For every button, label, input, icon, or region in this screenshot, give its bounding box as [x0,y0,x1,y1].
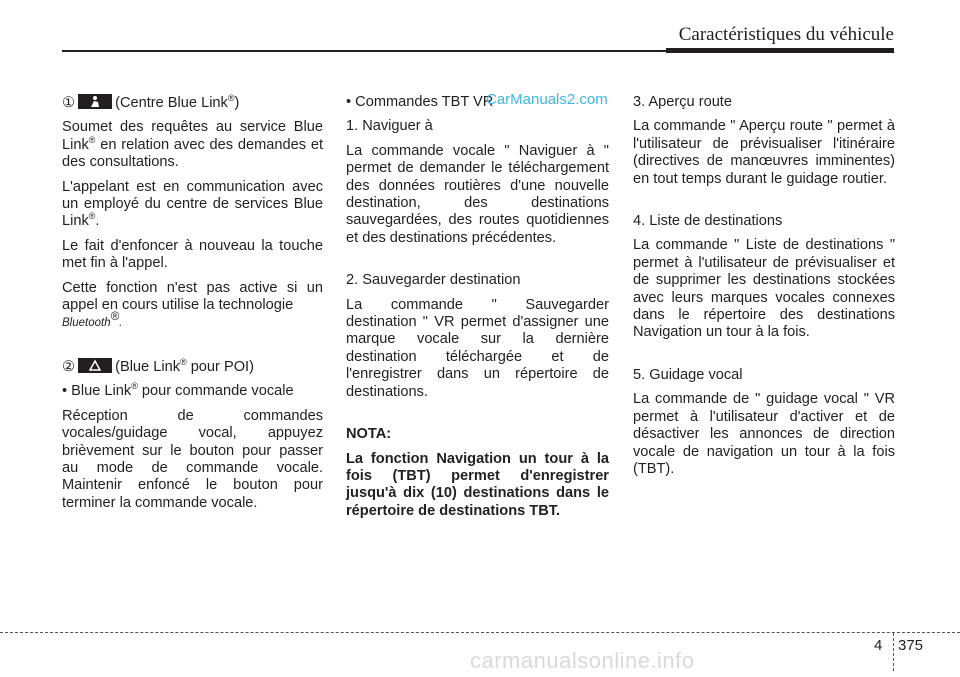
site-watermark: carmanualsonline.info [470,648,695,673]
page-number: 375 [898,637,924,654]
item2-heading: ② (Blue Link® pour POI) [62,357,254,375]
blue-link-center-button-icon [78,94,112,109]
item1-paragraph-1: Soumet des requêtes au service Blue Link® en relation avec des demandes et des consultations. [62,119,323,171]
carmanuals-watermark: CarManuals2.com [486,91,608,108]
footer-rule [0,632,960,633]
tbt-bullet: • Commandes TBT VR [346,94,494,110]
section-5-heading: 5. Guidage vocal [633,366,743,383]
section-4-heading: 4. Liste de destinations [633,213,783,230]
blue-link-poi-button-icon [78,358,112,373]
nota-label: NOTA: [346,426,392,443]
item2-paragraph: Réception de commandes vocales/guidage vocal, appuyez brièvement sur le bouton pour passer au mode de commande vocale. Maintenir enfoncé le bouton pour terminer la commande vocale. [62,407,323,511]
section-2-text: La commande " Sauvegarder destination " VR permet d'assigner une marque vocale sur la dernière destination téléchargée et de l'enregistrer dans un répertoire de destinations. [346,296,609,400]
section-4-text: La commande " Liste de destinations " permet à l'utilisateur de prévisualiser et de supprimer les destinations stockées avec leurs marques vocales connexes dans le répertoire des destinations Navigation un tour à la fois. [633,237,895,341]
chapter-number: 4 [874,637,883,654]
item2-bullet: • Blue Link® pour commande vocale [62,381,294,400]
section-5-text: La commande de " guidage vocal " VR permet à l'utilisateur d'activer et de désactiver les annonces de direction vocale de navigation un tour à la fois (TBT). [633,391,895,477]
footer-divider [893,633,894,671]
section-2-heading: 2. Sauvegarder destination [346,272,521,289]
section-3-heading: 3. Aperçu route [633,94,732,110]
page-header-title: Caractéristiques du véhicule [678,24,894,45]
item1-paragraph-4: Cette fonction n'est pas active si un appel en cours utilise la technologie Bluetooth®. [62,279,323,330]
column-right [633,94,895,485]
section-1-text: La commande vocale " Naviguer à " permet de demander le téléchargement des données routières d'une nouvelle destination, des destinations sauvegardées, des routes quotidiennes et des destinations précédentes. [346,142,609,246]
nota-text: La fonction Navigation un tour à la fois (TBT) permet d'enregistrer jusqu'à dix (10) destinations dans le répertoire de destinations TBT. [346,450,609,519]
item1-paragraph-2: L'appelant est en communication avec un employé du centre de services Blue Link®. [62,178,323,230]
header-rule-accent [666,48,894,53]
column-middle [346,94,609,527]
section-3-text: La commande " Aperçu route " permet à l'utilisateur de prévisualiser l'itinéraire (directives de manœuvres imminentes) en tout temps durant le guidage routier. [633,118,895,187]
section-1-heading: 1. Naviguer à [346,118,433,135]
item1-paragraph-3: Le fait d'enfoncer à nouveau la touche met fin à l'appel. [62,237,323,272]
column-left [62,94,323,519]
item1-heading: ① (Centre Blue Link®) [62,93,240,111]
